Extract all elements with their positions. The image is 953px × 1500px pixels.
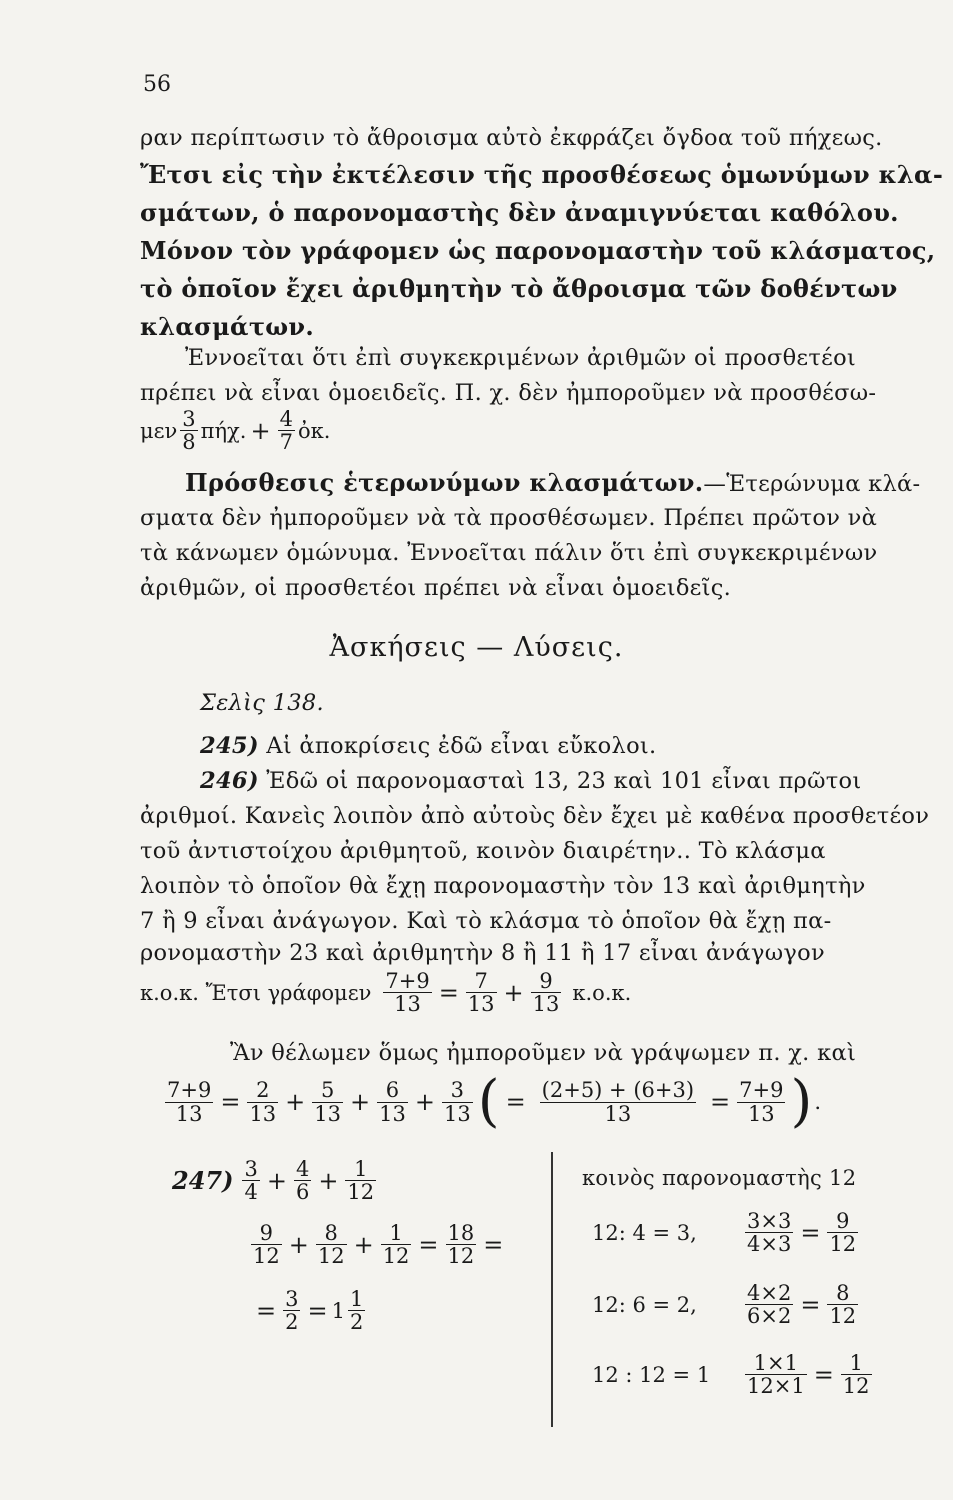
rule-line-1: Ἔτσι εἰς τὴν ἐκτέλεσιν τῆς προσθέσεως ὁμωνύμων κλα- xyxy=(140,160,944,189)
ex247-right-row-2: 12: 6 = 2, $\frac{4\times 2}{6\times 2}$ = $\frac{8}{12}$ xyxy=(592,1281,857,1329)
section-line-1: Πρόσθεσις ἑτερωνύμων κλασμάτων.—Ἑτερώνυμα κλά- xyxy=(185,468,921,497)
exercise-number: 245) xyxy=(200,733,259,759)
fraction: $\frac{4\times 2}{6\times 2}$ xyxy=(747,1281,792,1329)
fraction: $\frac{3}{13}$ xyxy=(443,1078,471,1126)
fraction: $\frac{9}{13}$ xyxy=(532,969,560,1017)
fraction: $\frac{(2+5) + (6+3)}{13}$ xyxy=(541,1078,695,1126)
unit-pech: πήχ. xyxy=(200,418,247,443)
fraction: $\frac{1}{12}$ xyxy=(842,1351,870,1399)
fraction: 9 12 xyxy=(253,1221,280,1269)
fraction: $\frac{1}{12}$ xyxy=(347,1157,375,1205)
ex246-if-line: Ἂν θέλωμεν ὅμως ἠμποροῦμεν νὰ γράψωμεν π. χ. καὶ xyxy=(230,1040,857,1066)
fraction: $\frac{3}{2}$ xyxy=(285,1287,299,1335)
equation-2: $\frac{7+9}{13}$ = $\frac{2}{13}$ + $\frac{5}{13}$ + $\frac{6}{13}$ + $\frac{3}{13}$ ( = $\frac{(2+5) + (6+3)}{13}$ = $\frac{7+9}{13}$ ) . xyxy=(167,1069,822,1134)
section-title: Πρόσθεσις ἑτερωνύμων κλασμάτων. xyxy=(185,468,704,497)
fraction: 1 2 xyxy=(349,1287,364,1335)
exercise-number: 246) xyxy=(200,768,259,794)
exercises-heading: Ἀσκήσεις — Λύσεις. xyxy=(329,632,624,663)
intro-line: ραν περίπτωσιν τὸ ἄθροισμα αὐτὸ ἐκφράζει ὄγδοα τοῦ πήχεως. xyxy=(140,125,883,151)
fraction: $\frac{7+9}{13}$ xyxy=(385,969,430,1017)
left-paren: ( xyxy=(477,1069,500,1134)
ex246-line-2: τοῦ ἀντιστοίχου ἀριθμητοῦ, κοινὸν διαιρέτην.. Τὸ κλάσμα xyxy=(140,838,826,864)
ex247-right-row-1: 12: 4 = 3, $\frac{3\times 3}{4\times 3}$ = $\frac{9}{12}$ xyxy=(592,1209,857,1257)
fraction: $\frac{4}{6}$ xyxy=(295,1157,310,1205)
equation-1: κ.ο.κ. Ἔτσι γράφομεν $\frac{7+9}{13}$ = $\frac{7}{13}$ + $\frac{9}{13}$ κ.ο.κ. xyxy=(140,969,632,1017)
fraction-4-7: $\frac{4}{7}$ xyxy=(279,407,293,455)
ex246-line-4: 7 ἢ 9 εἶναι ἀνάγωγον. Καὶ τὸ κλάσμα τὸ ὁποῖον θὰ ἔχῃ πα- xyxy=(140,908,832,934)
para2-line-1: Ἐννοεῖται ὅτι ἐπὶ συγκεκριμένων ἀριθμῶν οἱ προσθετέοι xyxy=(185,345,857,371)
fraction: $\frac{5}{13}$ xyxy=(314,1078,342,1126)
fraction: $\frac{1\times 1}{12\times 1}$ xyxy=(747,1351,805,1399)
section-line-4: ἀριθμῶν, οἱ προσθετέοι πρέπει νὰ εἶναι ὁμοειδεῖς. xyxy=(140,575,732,601)
fraction: $\frac{8}{12}$ xyxy=(317,1221,345,1269)
page-number: 56 xyxy=(143,72,171,97)
unit-ok: ὀκ. xyxy=(297,418,331,443)
fraction: $\frac{3\times 3}{4\times 3}$ xyxy=(747,1209,792,1257)
plus-sign: + xyxy=(250,416,271,445)
fraction: $\frac{6}{13}$ xyxy=(379,1078,406,1126)
ex246-line-1: ἀριθμοί. Κανεὶς λοιπὸν ἀπὸ αὐτοὺς δὲν ἔχει μὲ καθένα προσθετέον xyxy=(140,803,930,829)
fraction: $\frac{7+9}{13}$ xyxy=(739,1078,784,1126)
common-denominator-title: κοινὸς παρονομαστὴς 12 xyxy=(582,1166,857,1190)
exercise-number: 247) xyxy=(172,1166,234,1196)
rule-line-4: τὸ ὁποῖον ἔχει ἀριθμητὴν τὸ ἄθροισμα τῶν δοθέντων xyxy=(140,274,898,303)
section-line-2: σματα δὲν ἠμποροῦμεν νὰ τὰ προσθέσωμεν. Πρέπει πρῶτον νὰ xyxy=(140,505,878,531)
exercise-245: 245) Αἱ ἀποκρίσεις ἐδῶ εἶναι εὔκολοι. xyxy=(200,733,657,759)
example-prefix: μεν xyxy=(140,418,178,443)
fraction: $\frac{7+9}{13}$ xyxy=(167,1078,212,1126)
rule-line-2: σμάτων, ὁ παρονομαστὴς δὲν ἀναμιγνύεται καθόλου. xyxy=(140,198,899,227)
ex247-right-row-3: 12 : 12 = 1 $\frac{1\times 1}{12\times 1}$ = $\frac{1}{12}$ xyxy=(592,1351,870,1399)
ex246-line-3: λοιπὸν τὸ ὁποῖον θὰ ἔχῃ παρονομαστὴν τὸν 13 καὶ ἀριθμητὴν xyxy=(140,873,866,899)
rule-line-3: Μόνον τὸν γράφομεν ὡς παρονομαστὴν τοῦ κλάσματος, xyxy=(140,236,936,265)
fraction-3-8: 3 8 xyxy=(182,407,196,455)
fraction: $\frac{9}{12}$ xyxy=(829,1209,857,1257)
column-divider xyxy=(551,1152,553,1427)
ex247-row-1: 247) 3 4 + $\frac{4}{6}$ + $\frac{1}{12}$ xyxy=(172,1157,375,1205)
fraction: $\frac{8}{12}$ xyxy=(829,1281,857,1329)
example-mixed-units xyxy=(140,408,330,453)
page-reference: Σελὶς 138. xyxy=(200,690,324,716)
fraction: $\frac{7}{13}$ xyxy=(467,969,495,1017)
ex247-row-2: 9 12 + $\frac{8}{12}$ + $\frac{1}{12}$ = $\frac{18}{12}$ = xyxy=(253,1221,504,1269)
fraction: $\frac{1}{12}$ xyxy=(382,1221,410,1269)
ex247-row-3: = $\frac{3}{2}$ = 1 1 2 xyxy=(256,1287,364,1335)
ex246-line-5: ρονομαστὴν 23 καὶ ἀριθμητὴν 8 ἢ 11 ἢ 17 εἶναι ἀνάγωγον xyxy=(140,940,825,966)
para2-line-2: πρέπει νὰ εἶναι ὁμοειδεῖς. Π. χ. δὲν ἠμποροῦμεν νὰ προσθέσω- xyxy=(140,380,877,406)
exercise-246-first: 246) Ἐδῶ οἱ παρονομασταὶ 13, 23 καὶ 101 εἶναι πρῶτοι xyxy=(200,768,862,794)
section-line-3: τὰ κάνωμεν ὁμώνυμα. Ἐννοεῖται πάλιν ὅτι ἐπὶ συγκεκριμένων xyxy=(140,540,878,566)
right-paren: ) xyxy=(790,1069,813,1134)
rule-line-5: κλασμάτων. xyxy=(140,312,315,341)
fraction: $\frac{2}{13}$ xyxy=(249,1078,277,1126)
fraction: $\frac{18}{12}$ xyxy=(447,1221,475,1269)
fraction: 3 4 xyxy=(244,1157,258,1205)
